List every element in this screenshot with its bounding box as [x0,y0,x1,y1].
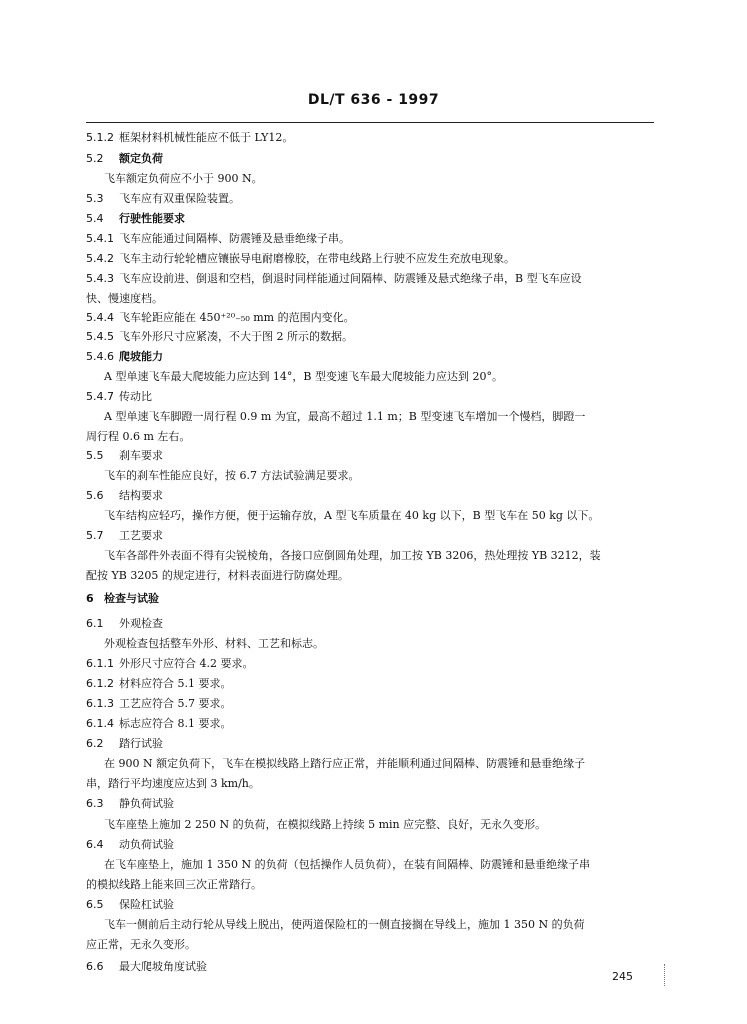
clause-text: 飞车应能通过间隔棒、防震锤及悬垂绝缘子串。 [119,232,350,245]
clause-number: 5.4.2 [86,252,114,265]
clause-text: 飞车结构应轻巧，操作方便，便于运输存放，A 型飞车质量在 40 kg 以下，B 型飞车在 50 kg 以下。 [104,509,600,522]
clause-text: 踏行试验 [119,737,163,750]
clause-number: 5.3 [86,192,104,205]
clause-text: 外观检查 [119,617,163,630]
clause-number: 6.3 [86,797,104,810]
clause-text: 飞车轮距应能在 450⁺²⁰₋₅₀ mm 的范围内变化。 [119,311,355,324]
clause-text: 结构要求 [119,489,163,502]
clause-text: 框架材料机械性能应不低于 LY12。 [119,131,294,144]
clause-number: 5.4.7 [86,390,114,403]
clause-text: 飞车主动行轮轮槽应镶嵌导电耐磨橡胶，在带电线路上行驶不应发生充放电现象。 [119,252,515,265]
clause-text: 动负荷试验 [119,838,174,851]
clause-text: A 型单速飞车脚蹬一周行程 0.9 m 为宜，最高不超过 1.1 m；B 型变速飞车增加一个慢档，脚蹬一 [104,410,586,423]
clause-text: 刹车要求 [119,449,163,462]
clause-text: 的模拟线路上能来回三次正常踏行。 [86,878,262,891]
clause-text: 串，踏行平均速度应达到 3 km/h。 [86,777,260,790]
clause-number: 5.4.6 [86,350,114,363]
clause-number: 6 [86,592,94,605]
clause-text: 检查与试验 [104,592,159,605]
clause-text: 行驶性能要求 [119,212,185,225]
clause-number: 5.4.1 [86,232,114,245]
clause-number: 5.2 [86,152,104,165]
clause-number: 6.1.2 [86,677,114,690]
clause-text: 应正常，无永久变形。 [86,938,196,951]
clause-text: 静负荷试验 [119,797,174,810]
clause-text: 在 900 N 额定负荷下，飞车在模拟线路上踏行应正常，并能顺利通过间隔棒、防震锤和悬垂绝缘子 [104,757,586,770]
standard-code: DL/T 636 - 1997 [307,92,440,108]
clause-text: 最大爬坡角度试验 [119,960,207,973]
clause-number: 6.6 [86,960,104,973]
clause-number: 5.4.3 [86,272,114,285]
clause-text: 外形尺寸应符合 4.2 要求。 [119,657,254,670]
clause-text: A 型单速飞车最大爬坡能力应达到 14°，B 型变速飞车最大爬坡能力应达到 20°。 [104,370,504,383]
clause-number: 6.4 [86,838,104,851]
clause-text: 在飞车座垫上，施加 1 350 N 的负荷（包括操作人员负荷），在装有间隔棒、防震锤和悬垂绝缘子串 [104,858,591,871]
clause-text: 额定负荷 [119,152,163,165]
header-rule [86,122,654,123]
clause-text: 材料应符合 5.1 要求。 [119,677,232,690]
clause-number: 5.4.5 [86,330,114,343]
clause-number: 6.1.4 [86,717,114,730]
clause-text: 飞车的刹车性能应良好，按 6.7 方法试验满足要求。 [104,469,360,482]
clause-text: 周行程 0.6 m 左右。 [86,430,191,443]
clause-text: 快、慢速度档。 [86,292,163,305]
clause-text: 保险杠试验 [119,898,174,911]
clause-text: 工艺应符合 5.7 要求。 [119,697,232,710]
clause-text: 飞车座垫上施加 2 250 N 的负荷，在模拟线路上持续 5 min 应完整、良好，无永久变形。 [104,818,547,831]
clause-number: 6.2 [86,737,104,750]
page-number: 245 [612,970,633,983]
clause-text: 飞车额定负荷应不小于 900 N。 [104,172,263,185]
clause-number: 5.1.2 [86,131,114,144]
clause-text: 工艺要求 [119,529,163,542]
clause-number: 6.1.1 [86,657,114,670]
scan-edge-mark [664,964,665,986]
clause-number: 5.4.4 [86,311,114,324]
clause-text: 传动比 [119,390,152,403]
clause-number: 6.1.3 [86,697,114,710]
clause-number: 6.5 [86,898,104,911]
clause-text: 飞车外形尺寸应紧凑，不大于图 2 所示的数据。 [119,330,353,343]
clause-text: 飞车应设前进、倒退和空档，倒退时同样能通过间隔棒、防震锤及悬式绝缘子串，B 型飞车应设 [119,272,582,285]
clause-text: 配按 YB 3205 的规定进行，材料表面进行防腐处理。 [86,569,349,582]
clause-number: 5.7 [86,529,104,542]
clause-number: 6.1 [86,617,104,630]
clause-text: 外观检查包括整车外形、材料、工艺和标志。 [104,637,324,650]
clause-number: 5.6 [86,489,104,502]
clause-text: 爬坡能力 [119,350,163,363]
clause-text: 标志应符合 8.1 要求。 [119,717,232,730]
clause-number: 5.4 [86,212,104,225]
clause-text: 飞车应有双重保险装置。 [119,192,240,205]
clause-number: 5.5 [86,449,104,462]
clause-text: 飞车一侧前后主动行轮从导线上脱出，使两道保险杠的一侧直接搁在导线上，施加 1 350 N 的负荷 [104,918,585,931]
clause-text: 飞车各部件外表面不得有尖锐棱角，各接口应倒圆角处理，加工按 YB 3206，热处理按 YB 3212，装 [104,549,601,562]
